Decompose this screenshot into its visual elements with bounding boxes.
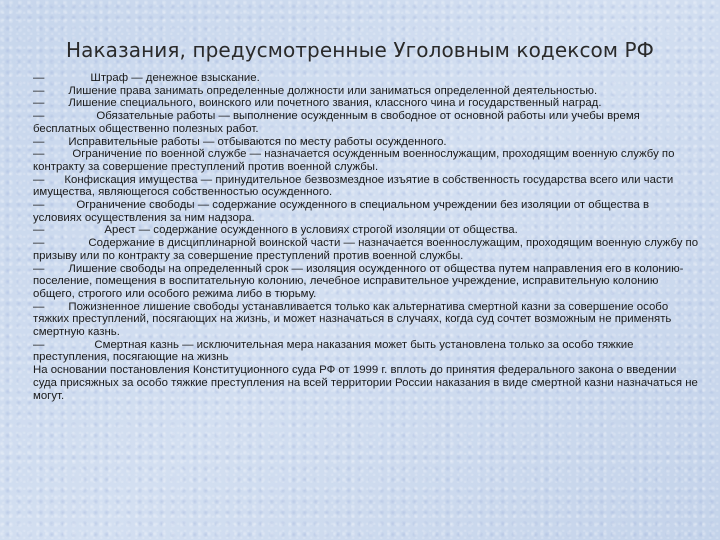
item-dash: — [33, 300, 45, 313]
item-dash: — [33, 84, 45, 97]
list-item [33, 110, 700, 135]
item-text: Обязательные работы — выполнение осужденным в свободное от основной работы или учебы время бесплатных общественно полезных работ. [33, 110, 640, 135]
item-text: Пожизненное лишение свободы устанавливается только как альтернатива смертной казни за совершение особо тяжких преступлений, посягающих на жизнь, и может назначаться в случаях, когда суд сочтет возможным не применять смертную казнь. [33, 300, 672, 339]
list-item [33, 339, 700, 364]
item-dash: — [33, 110, 45, 123]
list-item [33, 301, 700, 339]
item-dash: — [33, 262, 45, 275]
item-text: Конфискация имущества — принудительное безвозмездное изъятие в собственность государства всего или части имущества, являющегося собственностью осужденного. [33, 173, 674, 199]
list-item [33, 237, 700, 262]
list-item [33, 263, 700, 301]
item-dash: — [33, 338, 45, 351]
item-text: Ограничение свободы — содержание осужденного в специальном учреждении без изоляции от общества в условиях осуществления за ним надзора. [33, 199, 650, 224]
item-text: Исправительные работы — отбываются по месту работы осужденного. [68, 135, 447, 148]
item-text: Лишение специального, воинского или почетного звания, классного чина и государственный наград. [68, 97, 602, 110]
item-text: Ограничение по военной службе — назначается осужденным военнослужащим, проходящим военную службу по контракту за совершение преступлений против военной службы. [33, 148, 675, 173]
list-item [33, 72, 700, 85]
footer-note: На основании постановления Конституционного суда РФ от 1999 г. вплоть до принятия федерального закона о введении суда присяжных за особо тяжкие преступления на всей территории России наказания в виде смертной казни назначаться не могут. [33, 364, 698, 402]
item-text: Арест — содержание осужденного в условиях строгой изоляции от общества. [104, 224, 518, 237]
list-item [33, 97, 700, 110]
item-text: Лишение права занимать определенные должности или заниматься определенной деятельностью. [68, 84, 598, 97]
list-item [33, 174, 700, 199]
item-text: Лишение свободы на определенный срок — изоляция осужденного от общества путем направления его в колонию-поселение, помещения в воспитательную колонию, лечебное исправительное учреждение, исправительную колонию общего, строгого или особого режима либо в тюрьму. [33, 262, 684, 300]
item-dash: — [33, 148, 45, 161]
item-dash: — [33, 237, 45, 250]
item-text: Смертная казнь — исключительная мера наказания может быть установлена только за особо тяжкие преступления, посягающие на жизнь [33, 338, 634, 364]
list-item [33, 136, 700, 149]
item-dash: — [33, 135, 45, 148]
item-dash: — [33, 173, 45, 186]
list-item [33, 148, 700, 173]
item-dash: — [33, 199, 45, 212]
item-dash: — [33, 97, 45, 110]
list-item [33, 224, 700, 237]
list-item [33, 199, 700, 224]
penalty-list [33, 72, 700, 402]
item-dash: — [33, 224, 45, 237]
item-text: Штраф — денежное взыскание. [90, 72, 260, 84]
slide-title: Наказания, предусмотренные Уголовным кодексом РФ [66, 38, 654, 62]
item-dash: — [33, 72, 45, 84]
list-item [33, 85, 700, 98]
item-text: Содержание в дисциплинарной воинской части — назначается военнослужащим, проходящим военную службу по призыву или по контракту за совершение преступлений против военной службы. [33, 237, 699, 262]
